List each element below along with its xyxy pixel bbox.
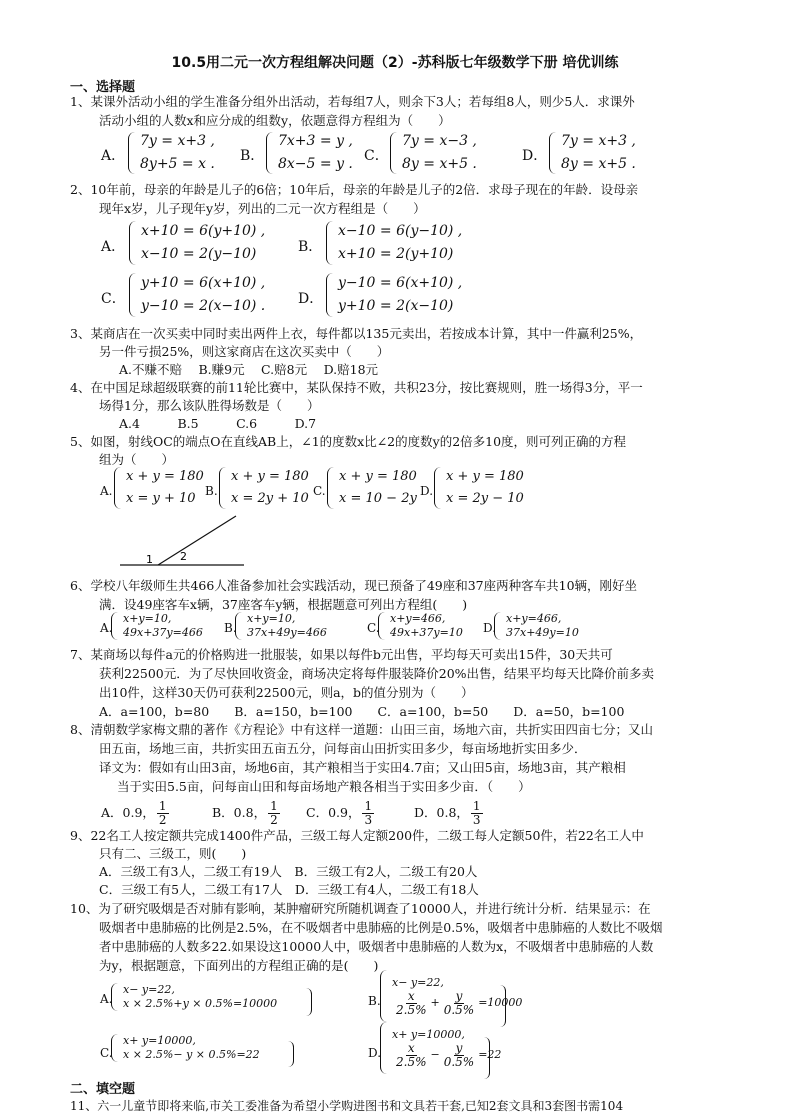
q2-option-d-system <box>326 272 462 318</box>
q10-line2: 吸烟者中患肺癌的比例是2.5%，在不吸烟者中患肺癌的比例是0.5%，吸烟者中患肺癌的人数比不吸烟 <box>99 920 663 935</box>
q7-options: A．a=100，b=80 B．a=150，b=100 C．a=100，b=50 D．a=50，b=100 <box>99 704 625 719</box>
q2-a-eq1: x+10 = 6(y+10) , <box>141 223 266 239</box>
q10-d-frac1-den: 2.5% <box>396 1054 427 1069</box>
q7-line3: 出10件，这样30天仍可获利22500元，则a，b的值分别为（ ） <box>99 685 474 700</box>
q10-b-frac1-den: 2.5% <box>396 1002 427 1017</box>
q5-b-eq2: x = 2y + 10 <box>231 491 309 506</box>
q7-line2: 获利22500元．为了尽快回收资金，商场决定将每件服装降价20%出售，结果平均每天比降价前多卖 <box>99 666 655 681</box>
q1-option-d-label: D． <box>522 148 548 164</box>
q1-a-eq2: 8y+5 = x . <box>140 156 215 172</box>
q8-a-decimal: A．0.9， <box>101 805 155 820</box>
q10-b-operator: + <box>430 996 440 1009</box>
q10-d-rhs: =22 <box>478 1048 502 1061</box>
q6-a-eq1: x+y=10, <box>123 612 172 625</box>
q8-a-numerator: 1 <box>158 799 167 813</box>
q1-a-eq1: 7y = x+3 , <box>140 133 215 149</box>
q5-option-a-label: A. <box>100 484 113 498</box>
angle-2-label: 2 <box>180 550 187 563</box>
q5-option-c-system <box>327 466 417 510</box>
q1-option-b-system <box>266 130 353 176</box>
q2-option-b-label: B． <box>298 239 323 255</box>
q1-b-eq1: 7x+3 = y , <box>278 133 353 149</box>
q5-angle-figure <box>118 512 248 568</box>
q2-d-eq1: y−10 = 6(x+10) , <box>338 275 463 291</box>
q6-option-d-label: D. <box>483 621 497 635</box>
q1-b-eq2: 8x−5 = y . <box>278 156 353 172</box>
q8-d-numerator: 1 <box>472 799 481 813</box>
page-title: 10.5用二元一次方程组解决问题（2）-苏科版七年级数学下册 培优训练 <box>171 55 619 71</box>
q2-c-eq2: y−10 = 2(x−10) . <box>141 298 266 314</box>
q1-c-eq2: 8y = x+5 . <box>402 156 477 172</box>
q2-line1: 2、10年前，母亲的年龄是儿子的6倍；10年后，母亲的年龄是儿子的2倍．求母子现在的年龄．设母亲 <box>70 182 639 197</box>
q1-option-d-system <box>549 130 636 176</box>
q5-a-eq2: x = y + 10 <box>126 491 196 506</box>
q1-option-a-system <box>128 130 215 176</box>
q6-option-a-system <box>111 612 203 640</box>
q5-b-eq1: x + y = 180 <box>231 469 309 484</box>
q5-d-eq1: x + y = 180 <box>446 469 524 484</box>
q8-option-c <box>306 800 376 827</box>
q6-option-c-system <box>378 612 463 640</box>
q10-d-closing-brace <box>484 1037 490 1079</box>
q6-option-b-system <box>235 612 327 640</box>
q2-option-a-system <box>129 220 265 266</box>
q3-line2: 另一件亏损25%，则这家商店在这次买卖中（ ） <box>99 344 390 359</box>
q2-option-a-label: A． <box>101 239 126 255</box>
q1-option-a-label: A． <box>101 148 126 164</box>
q6-b-eq2: 37x+49y=466 <box>247 626 327 639</box>
q2-option-b-system <box>326 220 462 266</box>
q10-b-closing-brace <box>500 985 506 1027</box>
q6-d-eq2: 37x+49y=10 <box>506 626 579 639</box>
q2-d-eq2: y+10 = 2(x−10) <box>338 298 454 314</box>
q6-d-eq1: x+y=466, <box>506 612 562 625</box>
q8-b-denominator: 2 <box>270 813 278 827</box>
q8-d-decimal: D．0.8， <box>414 805 469 820</box>
q4-line1: 4、在中国足球超级联赛的前11轮比赛中，某队保持不败，共积23分，按比赛规则，胜一场得3分，平一 <box>70 380 643 395</box>
q1-d-eq2: 8y = x+5 . <box>561 156 636 172</box>
q6-c-eq2: 49x+37y=10 <box>390 626 463 639</box>
q6-c-eq1: x+y=466, <box>390 612 446 625</box>
q8-line4: 当于实田5.5亩，问每亩山田和每亩场地产粮各相当于实田多少亩．（ ） <box>117 779 531 794</box>
q2-a-eq2: x−10 = 2(y−10) <box>141 246 257 262</box>
q6-option-a-label: A. <box>100 621 113 635</box>
q2-option-d-label: D． <box>298 291 324 307</box>
q9-line1: 9、22名工人按定额共完成1400件产品，三级工每人定额200件，二级工每人定额50件，若22名工人中 <box>70 828 644 843</box>
q8-c-numerator: 1 <box>364 799 373 813</box>
q3-line1: 3、某商店在一次买卖中同时卖出两件上衣，每件都以135元卖出，若按成本计算，其中一件赢利25%， <box>70 326 643 341</box>
q4-options: A.4 B.5 C.6 D.7 <box>119 416 317 431</box>
q5-option-d-system <box>434 466 524 510</box>
q10-a-closing-brace <box>306 988 312 1016</box>
q10-option-a-system <box>111 983 277 1011</box>
q5-line2: 组为（ ） <box>99 452 175 467</box>
q5-option-d-label: D. <box>420 484 434 498</box>
q10-option-c-system <box>111 1034 260 1062</box>
q8-line2: 田五亩，场地三亩，共折实田五亩五分，问每亩山田折实田多少，每亩场地折实田多少． <box>99 741 587 756</box>
q1-line2: 活动小组的人数x和应分成的组数y，依题意得方程组为（ ） <box>99 113 451 128</box>
q8-line1: 8、清朝数学家梅文鼎的著作《方程论》中有这样一道题：山田三亩，场地六亩，共折实田四亩七分；又山 <box>70 722 653 737</box>
q8-option-a <box>101 800 171 827</box>
q10-c-eq1: x+ y=10000, <box>123 1034 196 1047</box>
q8-b-numerator: 1 <box>270 799 278 813</box>
q5-c-eq2: x = 10 − 2y <box>339 491 417 506</box>
q8-option-d <box>414 800 485 827</box>
q10-line1: 10、为了研究吸烟是否对肺有影响，某肿瘤研究所随机调查了10000人，并进行统计分析．结果显示：在 <box>70 901 651 916</box>
q5-option-b-label: B. <box>205 484 218 498</box>
q2-b-eq1: x−10 = 6(y−10) , <box>338 223 463 239</box>
q10-option-a-label: A. <box>100 992 113 1006</box>
q6-b-eq1: x+y=10, <box>247 612 296 625</box>
q8-option-b <box>212 800 282 827</box>
q10-option-c-label: C. <box>100 1046 113 1060</box>
q2-option-c-label: C． <box>101 291 126 307</box>
q5-d-eq2: x = 2y − 10 <box>446 491 524 506</box>
q5-option-a-system <box>114 466 204 510</box>
q10-d-eq1: x+ y=10000, <box>392 1027 465 1041</box>
ray-oc <box>158 516 236 565</box>
q10-line4: 为y，根据题意，下面列出的方程组正确的是( ) <box>99 958 379 973</box>
q8-b-decimal: B．0.8， <box>212 805 267 820</box>
q10-b-frac1-num: x <box>407 988 415 1003</box>
q5-option-c-label: C. <box>313 484 326 498</box>
q9-options-row1: A．三级工有3人，二级工有19人 B．三级工有2人，二级工有20人 <box>99 864 478 879</box>
q10-d-operator: − <box>430 1048 440 1061</box>
q5-option-b-system <box>219 466 309 510</box>
q1-c-eq1: 7y = x−3 , <box>402 133 477 149</box>
q2-b-eq2: x+10 = 2(y+10) <box>338 246 454 262</box>
q6-option-c-label: C. <box>367 621 380 635</box>
q10-b-rhs: =10000 <box>478 996 523 1009</box>
q10-b-frac2-den: 0.5% <box>443 1002 475 1017</box>
q10-option-b-label: B. <box>368 994 381 1008</box>
q6-line1: 6、学校八年级师生共466人准备参加社会实践活动，现已预备了49座和37座两种客车共10辆，刚好坐 <box>70 578 638 593</box>
q10-c-closing-brace <box>288 1041 294 1067</box>
q8-d-denominator: 3 <box>472 813 481 827</box>
q10-a-eq1: x− y=22, <box>123 983 175 996</box>
q2-line2: 现年x岁，儿子现年y岁，列出的二元一次方程组是（ ） <box>99 201 426 216</box>
q5-line1: 5、如图，射线OC的端点O在直线AB上，∠1的度数x比∠2的度数y的2倍多10度，则可列正确的方程 <box>70 434 627 449</box>
q1-line1: 1、某课外活动小组的学生准备分组外出活动，若每组7人，则余下3人；若每组8人，则少5人．求课外 <box>70 94 635 109</box>
q1-option-c-label: C． <box>364 148 389 164</box>
angle-1-label: 1 <box>146 553 153 566</box>
q11-line1: 11、六一儿童节即将来临,市关工委准备为希望小学购进图书和文具若干套,已知2套文具和3套图书需104 <box>70 1099 624 1113</box>
q9-line2: 只有二、三级工，则( ) <box>99 846 247 861</box>
section-choice-heading: 一、选择题 <box>70 80 136 95</box>
q10-d-frac2-num: y <box>455 1040 463 1055</box>
q6-option-b-label: B. <box>224 621 237 635</box>
q6-option-d-system <box>494 612 579 640</box>
q10-d-frac2-den: 0.5% <box>443 1054 475 1069</box>
q10-d-frac1-num: x <box>407 1040 415 1055</box>
q9-options-row2: C．三级工有5人，二级工有17人 D．三级工有4人，二级工有18人 <box>99 882 479 897</box>
q2-option-c-system <box>129 272 265 318</box>
q4-line2: 场得1分，那么该队胜得场数是（ ） <box>99 398 320 413</box>
q7-line1: 7、某商场以每件a元的价格购进一批服装，如果以每件b元出售，平均每天可卖出15件，30天共可 <box>70 647 613 662</box>
q8-c-decimal: C．0.9， <box>306 805 361 820</box>
q10-b-eq1: x− y=22, <box>392 975 444 989</box>
q8-a-denominator: 2 <box>158 813 167 827</box>
q10-a-eq2: x × 2.5%+y × 0.5%=10000 <box>123 997 278 1010</box>
q10-line3: 者中患肺癌的人数多22.如果设这10000人中，吸烟者中患肺癌的人数为x，不吸烟者中患肺癌的人数 <box>99 939 654 954</box>
q1-option-b-label: B． <box>240 148 265 164</box>
q2-c-eq1: y+10 = 6(x+10) , <box>141 275 266 291</box>
q8-line3: 译文为：假如有山田3亩，场地6亩，其产粮相当于实田4.7亩；又山田5亩，场地3亩，其产粮相 <box>99 760 626 775</box>
q10-c-eq2: x × 2.5%− y × 0.5%=22 <box>123 1048 260 1061</box>
section-fill-heading: 二、填空题 <box>70 1082 136 1097</box>
q3-options: A.不赚不赔 B.赚9元 C.赔8元 D.赔18元 <box>119 362 379 377</box>
q10-b-frac2-num: y <box>455 988 463 1003</box>
q8-c-denominator: 3 <box>364 813 373 827</box>
q10-option-d-label: D. <box>368 1046 382 1060</box>
q6-line2: 满．设49座客车x辆，37座客车y辆，根据题意可列出方程组( ) <box>99 597 468 612</box>
q5-c-eq1: x + y = 180 <box>339 469 417 484</box>
q6-a-eq2: 49x+37y=466 <box>123 626 203 639</box>
q1-d-eq1: 7y = x+3 , <box>561 133 636 149</box>
q5-a-eq1: x + y = 180 <box>126 469 204 484</box>
q1-option-c-system <box>390 130 477 176</box>
